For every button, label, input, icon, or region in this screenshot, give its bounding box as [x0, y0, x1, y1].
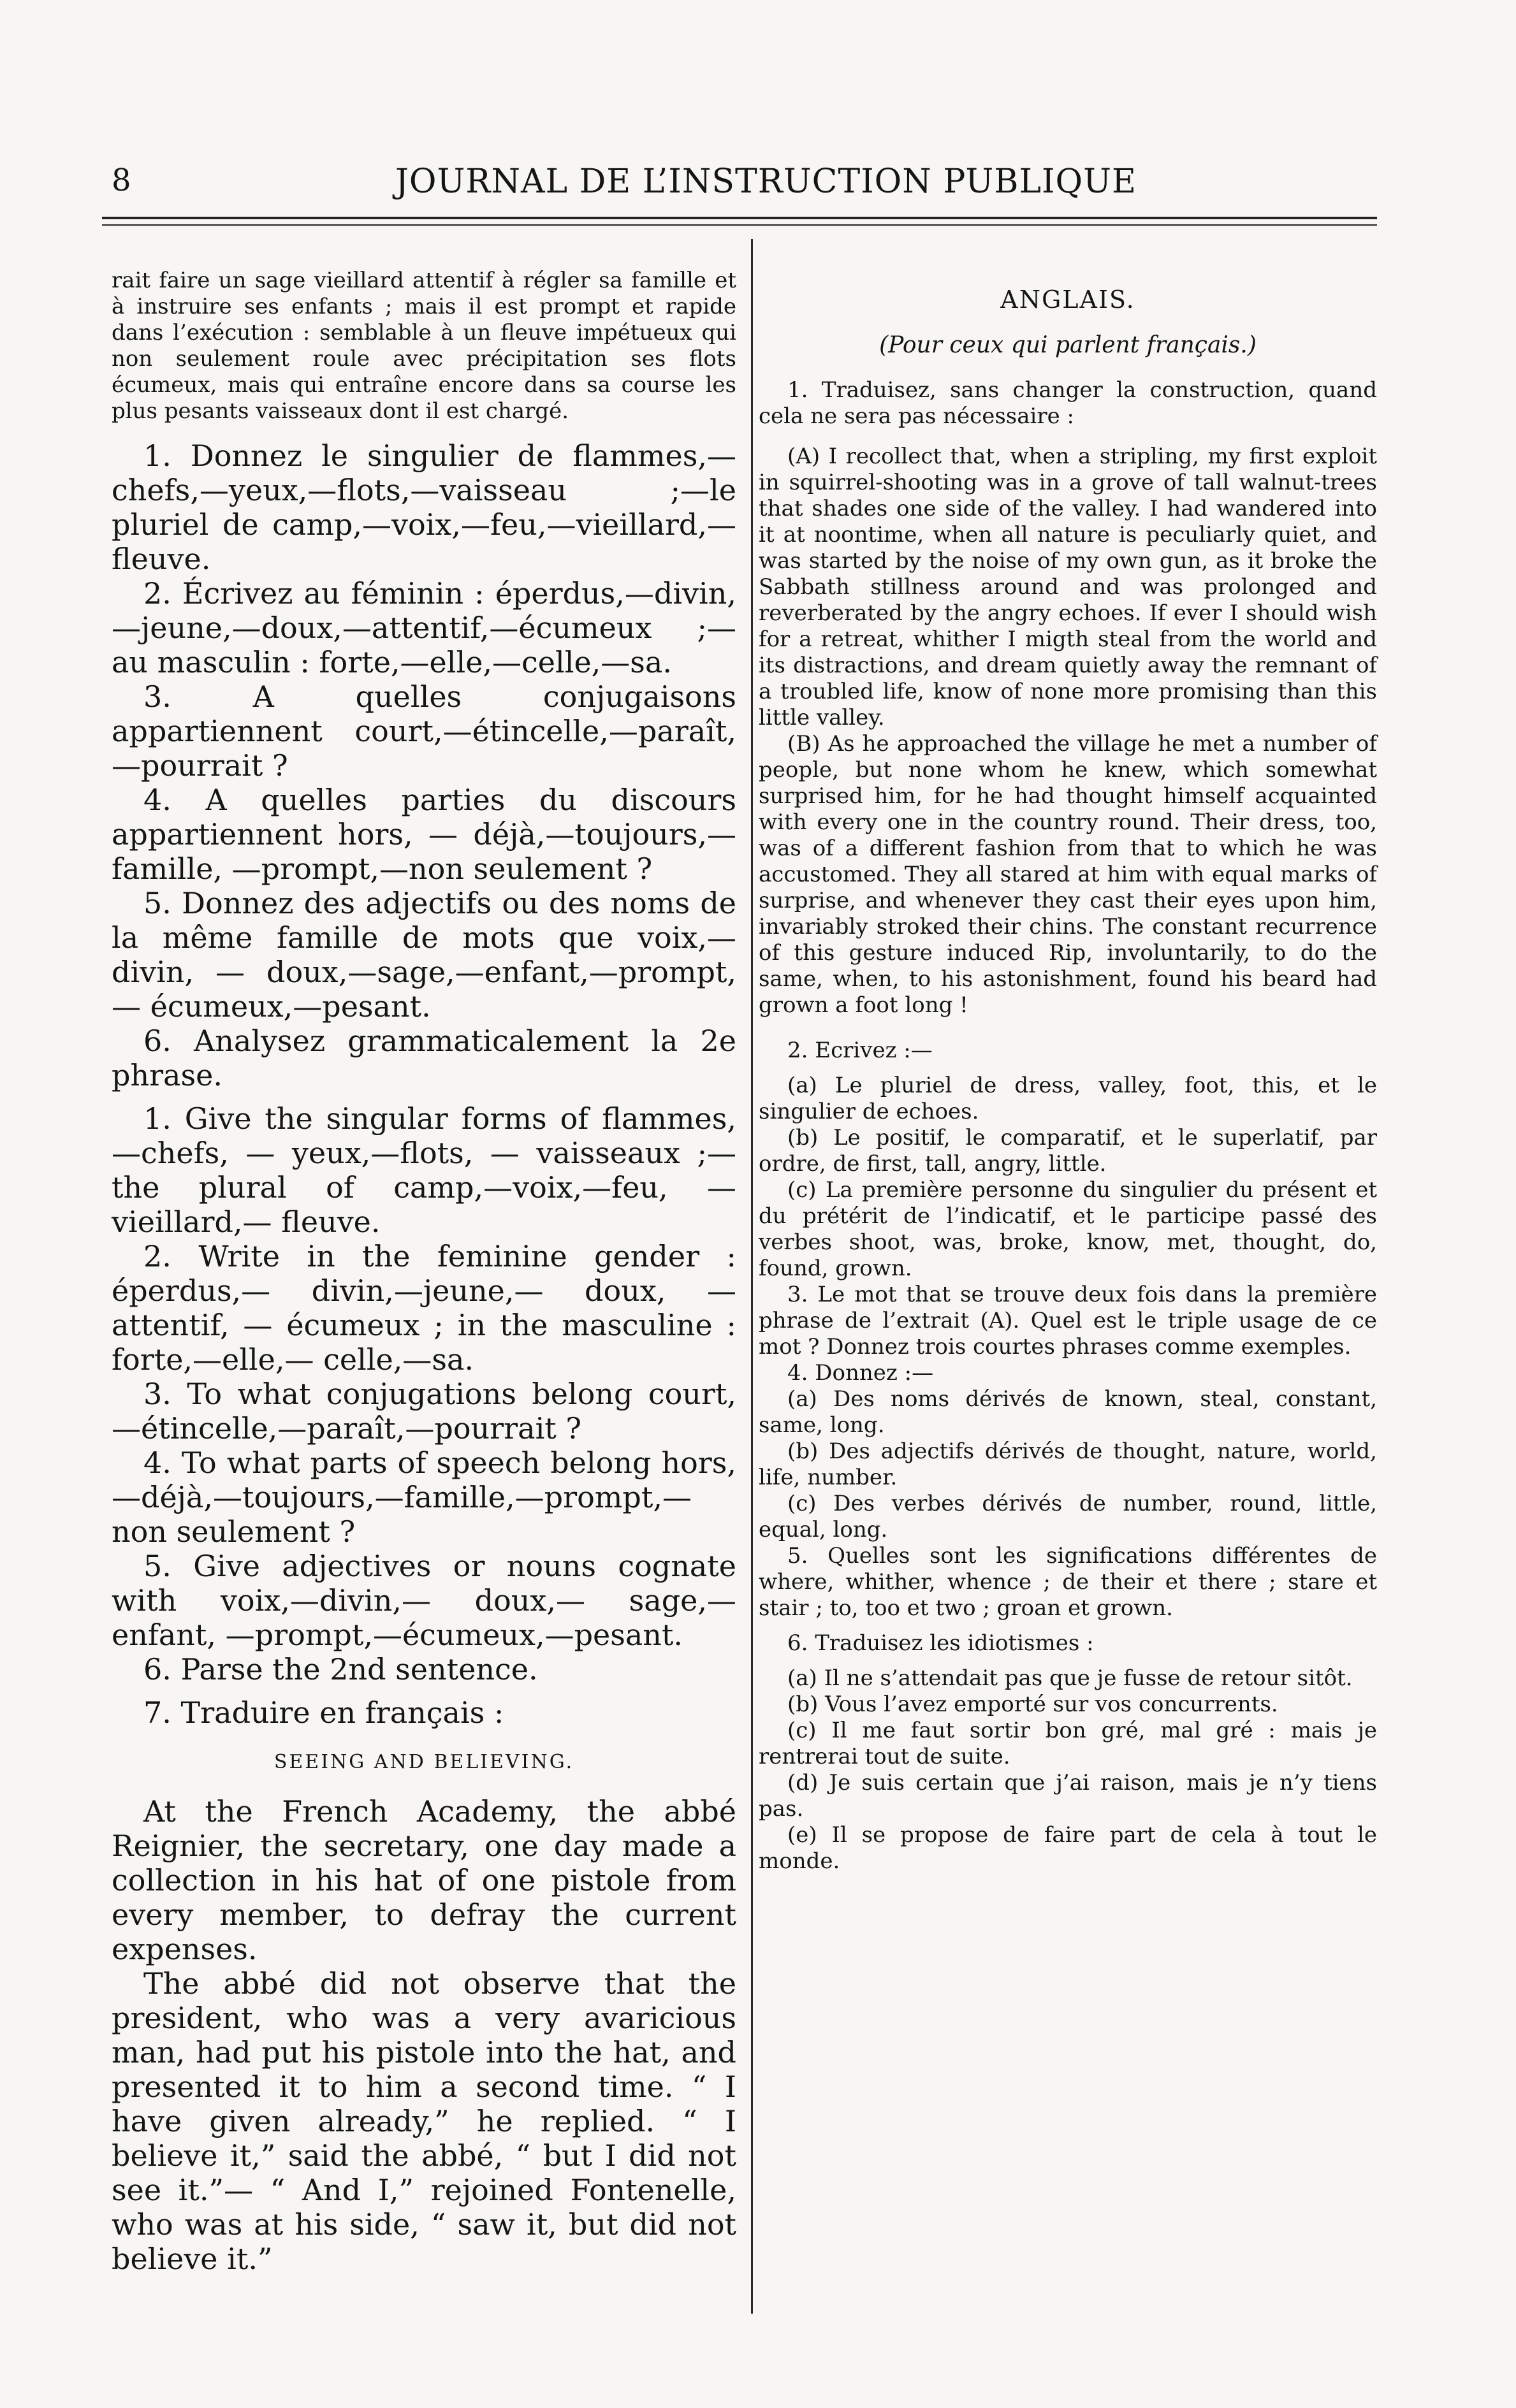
question-6a: (a) Il ne s’attendait pas que je fusse de retour sitôt.: [787, 1665, 1353, 1691]
passage-b: (B) As he approached the village he met a number of people, but none whom he knew, which somewhat surprised him, for he had thought himself acquainted with every one in the country round. Their dress, too, was of a different fashion from that to which he was accustomed. They all stared at him with equal marks of surprise, and whenever they cast their eyes upon him, invariably stroked their chins. The constant recurrence of this gesture induced Rip, involuntarily, to do the same, when, to his astonishment, found his beard had grown a foot long !: [759, 731, 1377, 1018]
question-6b: (b) Vous l’avez emporté sur vos concurrents.: [787, 1692, 1278, 1717]
french-question-5: 5. Donnez des adjectifs ou des noms de la même famille de mots que voix,— divin, — doux,—sage,—enfant,—prompt, — écumeux,—pesant.: [112, 886, 736, 1024]
english-question-6: 6. Parse the 2nd sentence.: [143, 1652, 538, 1686]
question-1-intro: 1. Traduisez, sans changer la construction, quand cela ne sera pas nécessaire :: [759, 377, 1377, 429]
intro-paragraph: rait faire un sage vieillard attentif à régler sa famille et à instruire ses enfants ; mais il est prompt et rapide dans l’exécution : semblable à un fleuve impétueux qui non seulement roule avec précipitation ses flots écumeux, mais qui entraîne encore dans sa course les plus pesants vaisseaux dont il est chargé.: [112, 268, 736, 424]
french-question-6: 6. Analysez grammaticalement la 2e phrase.: [112, 1024, 736, 1092]
question-2-intro: 2. Ecrivez :—: [787, 1038, 933, 1063]
french-question-2: 2. Écrivez au féminin : éperdus,—divin,—jeune,—doux,—attentif,—écumeux ;—au masculin : forte,—elle,—celle,—sa.: [112, 576, 736, 679]
question-2a: (a) Le pluriel de dress, valley, foot, this, et le singulier de echoes.: [759, 1073, 1377, 1124]
page-header: [112, 163, 1137, 207]
question-6-intro: 6. Traduisez les idiotismes :: [787, 1630, 1094, 1656]
french-question-3: 3. A quelles conjugaisons appartiennent court,—étincelle,—paraît,—pourrait ?: [112, 679, 736, 783]
question-6d: (d) Je suis certain que j’ai raison, mais je n’y tiens pas.: [759, 1770, 1377, 1822]
english-question-3: 3. To what conjugations belong court, —étincelle,—paraît,—pourrait ?: [112, 1377, 736, 1446]
right-column: [759, 268, 1377, 1875]
english-question-1: 1. Give the singular forms of flammes, —chefs, — yeux,—flots, — vaisseaux ;—the plural of camp,—voix,—feu, —vieillard,— fleuve.: [112, 1101, 736, 1239]
story-title: SEEING AND BELIEVING.: [273, 1751, 574, 1773]
english-question-5: 5. Give adjectives or nouns cognate with voix,—divin,— doux,— sage,— enfant, —prompt,—écumeux,—pesant.: [112, 1549, 736, 1652]
question-4a: (a) Des noms dérivés de known, steal, constant, same, long.: [759, 1386, 1377, 1438]
question-3: 3. Le mot that se trouve deux fois dans la première phrase de l’extrait (A). Quel est le triple usage de ce mot ? Donnez trois courtes phrases comme exemples.: [759, 1282, 1377, 1360]
section-title: ANGLAIS.: [1000, 286, 1135, 314]
question-5: 5. Quelles sont les significations différentes de where, whither, whence ; de their et there ; stare et stair ; to, too et two ; groan et grown.: [759, 1543, 1377, 1621]
french-question-4: 4. A quelles parties du discours appartiennent hors, — déjà,—toujours,—famille, —prompt,—non seulement ?: [112, 783, 736, 886]
left-column: [112, 268, 736, 2276]
column-divider: [751, 239, 753, 2314]
header-rule: [102, 217, 1377, 219]
french-question-1: 1. Donnez le singulier de flammes,—chefs,—yeux,—flots,—vaisseau ;—le pluriel de camp,—voix,—feu,—vieillard,—fleuve.: [112, 439, 736, 576]
english-question-2: 2. Write in the feminine gender : éperdus,— divin,—jeune,— doux, — attentif, — écumeux ; in the masculine : forte,—elle,— celle,—sa.: [112, 1239, 736, 1377]
story-paragraph-2: The abbé did not observe that the president, who was a very avaricious man, had put his pistole into the hat, and presented it to him a second time. “ I have given already,” he replied. “ I believe it,” said the abbé, “ but I did not see it.”— “ And I,” rejoined Fontenelle, who was at his side, “ saw it, but did not believe it.”: [112, 1966, 736, 2276]
question-6e: (e) Il se propose de faire part de cela à tout le monde.: [759, 1822, 1377, 1874]
passage-a: (A) I recollect that, when a stripling, my first exploit in squirrel-shooting was in a grove of tall walnut-trees that shades one side of the valley. I had wandered into it at noontime, when all nature is peculiarly quiet, and was started by the noise of my own gun, as it broke the Sabbath stillness around and was prolonged and reverberated by the angry echoes. If ever I should wish for a retreat, whither I migth steal from the world and its distractions, and dream quietly away the remnant of a troubled life, know of none more promising than this little valley.: [759, 444, 1377, 730]
story-paragraph-1: At the French Academy, the abbé Reignier, the secretary, one day made a collection in his hat of one pistole from every member, to defray the current expenses.: [112, 1794, 736, 1966]
running-title: JOURNAL DE L’INSTRUCTION PUBLIQUE: [395, 163, 1137, 201]
question-6c: (c) Il me faut sortir bon gré, mal gré : mais je rentrerai tout de suite.: [759, 1718, 1377, 1769]
question-4c: (c) Des verbes dérivés de number, round, little, equal, long.: [759, 1491, 1377, 1542]
question-4b: (b) Des adjectifs dérivés de thought, nature, world, life, number.: [759, 1439, 1377, 1490]
translate-heading: 7. Traduire en français :: [143, 1695, 504, 1730]
english-question-4: 4. To what parts of speech belong hors, —déjà,—toujours,—famille,—prompt,—non seulement ?: [112, 1446, 736, 1549]
section-subtitle: (Pour ceux qui parlent français.): [879, 332, 1257, 358]
question-2c: (c) La première personne du singulier du présent et du prétérit de l’indicatif, et le participe passé des verbes shoot, was, broke, know, met, thought, do, found, grown.: [759, 1177, 1377, 1281]
header-rule-thin: [102, 224, 1377, 226]
question-4-intro: 4. Donnez :—: [787, 1360, 934, 1386]
page-number: 8: [112, 163, 131, 198]
question-2b: (b) Le positif, le comparatif, et le superlatif, par ordre, de first, tall, angry, little.: [759, 1125, 1377, 1177]
